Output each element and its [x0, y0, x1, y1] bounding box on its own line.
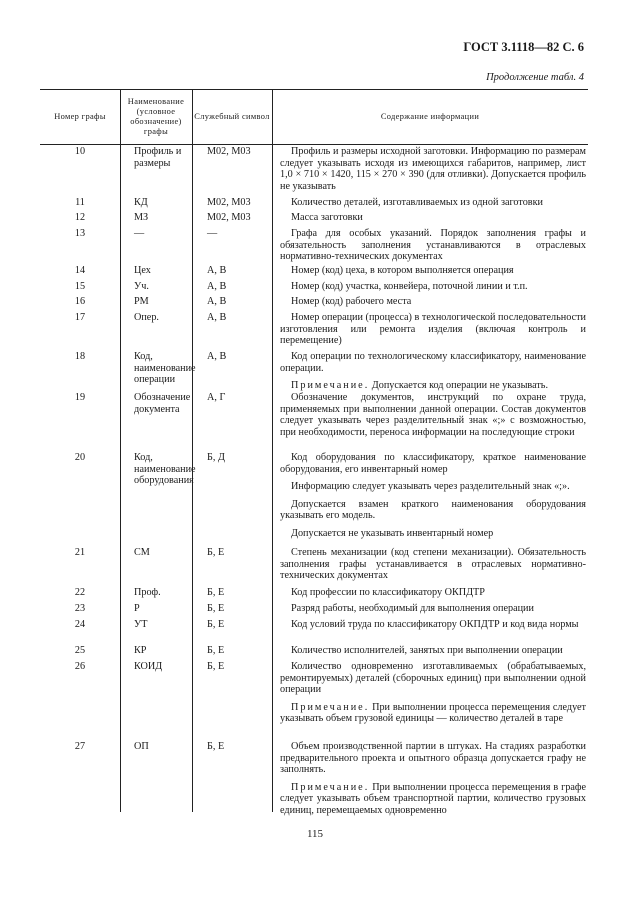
row-content	[280, 452, 586, 540]
row-name: КД	[134, 197, 148, 208]
row-symbol: А, В	[207, 312, 227, 323]
content-paragraph: Информацию следует указывать через разделительный знак «;».	[291, 481, 570, 493]
content-paragraph: Номер (код) рабочего места	[291, 296, 412, 307]
content-paragraph: Разряд работы, необходимый для выполнения операции	[291, 603, 534, 614]
col-header-content: Содержание информации	[380, 111, 480, 121]
row-content	[280, 619, 586, 631]
note-text: При выполнении процесса перемещения следует указывать объем грузовой единицы — количество деталей в таре	[280, 701, 587, 725]
row-content	[280, 212, 586, 224]
column-divider	[272, 89, 273, 812]
row-number: 21	[74, 547, 86, 558]
row-name: ОП	[134, 741, 149, 752]
row-number: 11	[75, 197, 85, 208]
content-note	[280, 380, 586, 392]
row-content	[280, 351, 586, 392]
row-name: Код, наименование оборудования	[134, 452, 196, 487]
row-number: 17	[74, 312, 86, 323]
content-paragraph: Код профессии по классификатору ОКПДТР	[291, 587, 485, 598]
row-number: 12	[74, 212, 86, 223]
note-label: Примечание.	[291, 380, 370, 392]
content-paragraph: Обозначение документов, инструкций по охране труда, применяемых при выполнении данной операции. Состав документов следует указывать через разделительный знак «;» с возможностью, при необходимости, переноса информации на последующие строки	[280, 392, 586, 438]
row-name: Обозначение документа	[134, 392, 191, 415]
content-paragraph: Номер (код) цеха, в котором выполняется операция	[291, 265, 514, 276]
content-paragraph: Количество исполнителей, занятых при выполнении операции	[291, 645, 563, 656]
row-content	[280, 587, 586, 599]
row-number: 23	[74, 603, 86, 614]
row-symbol: М02, М03	[207, 197, 251, 208]
row-content	[280, 312, 586, 347]
row-symbol: Б, Е	[207, 661, 225, 672]
content-paragraph: Профиль и размеры исходной заготовки. Информацию по размерам следует указывать исходя из имеющихся габаритов, например, лист 1,0 × 710 × 1420, 115 × 270 × 390 (для отливки). Допускается профиль не указывать	[280, 146, 586, 192]
row-number: 16	[74, 296, 86, 307]
row-name: Профиль и размеры	[134, 146, 182, 169]
row-symbol: Б, Е	[207, 547, 225, 558]
row-content	[280, 741, 586, 817]
standard-header: ГОСТ 3.1118—82 С. 6	[463, 40, 584, 54]
page-number: 115	[306, 828, 324, 840]
col-header-name: Наименование (условное обозначение) графы	[127, 96, 185, 137]
row-content	[280, 197, 586, 209]
row-content	[280, 265, 586, 277]
row-number: 20	[74, 452, 86, 463]
content-paragraph: Степень механизации (код степени механизации). Обязательность заполнения графы устанавливается в отраслевых нормативно-технических документах	[280, 547, 586, 582]
row-symbol: Б, Е	[207, 603, 225, 614]
content-paragraph: Графа для особых указаний. Порядок заполнения графы и обязательность заполнения устанавливаются в отраслевых нормативно-технических документах	[280, 228, 586, 263]
row-name: КР	[134, 645, 147, 656]
continuation-label: Продолжение табл. 4	[486, 72, 584, 83]
row-content	[280, 603, 586, 615]
row-symbol: А, В	[207, 265, 227, 276]
note-label: Примечание.	[291, 701, 370, 713]
row-name: Проф.	[134, 587, 161, 598]
row-name: Уч.	[134, 281, 149, 292]
row-symbol: Б, Е	[207, 741, 225, 752]
row-number: 24	[74, 619, 86, 630]
row-name: Цех	[134, 265, 151, 276]
row-content	[280, 645, 586, 657]
table-header	[40, 89, 588, 145]
row-name: УТ	[134, 619, 148, 630]
row-content	[280, 281, 586, 293]
row-symbol: —	[207, 228, 218, 239]
row-symbol: М02, М03	[207, 212, 251, 223]
row-number: 25	[74, 645, 86, 656]
content-paragraph: Код условий труда по классификатору ОКПДТР и код вида нормы	[291, 619, 579, 630]
row-name: РМ	[134, 296, 149, 307]
content-paragraph: Код оборудования по классификатору, краткое наименование оборудования, его инвентарный номер	[280, 452, 586, 475]
content-note	[280, 702, 586, 725]
row-number: 22	[74, 587, 86, 598]
col-header-symbol: Служебный символ	[194, 111, 270, 121]
row-name: Опер.	[134, 312, 159, 323]
row-symbol: Б, Е	[207, 645, 225, 656]
column-divider	[120, 89, 121, 812]
row-name: МЗ	[134, 212, 149, 223]
row-content	[280, 146, 586, 192]
row-number: 19	[74, 392, 86, 403]
column-divider	[192, 89, 193, 812]
note-text: При выполнении процесса перемещения в графе следует указывать объем транспортной партии, количество грузовых единиц, перемещаемых одновременно	[280, 781, 587, 816]
row-symbol: А, Г	[207, 392, 226, 403]
row-number: 27	[74, 741, 86, 752]
content-paragraph: Количество деталей, изготавливаемых из одной заготовки	[291, 197, 544, 208]
row-symbol: А, В	[207, 351, 227, 362]
row-number: 10	[74, 146, 86, 157]
row-name: —	[134, 228, 145, 239]
row-symbol: Б, Е	[207, 587, 225, 598]
row-content	[280, 228, 586, 263]
content-note	[280, 782, 586, 817]
row-symbol: М02, М03	[207, 146, 251, 157]
row-content	[280, 661, 586, 725]
row-symbol: Б, Е	[207, 619, 225, 630]
row-name: Р	[134, 603, 140, 614]
content-paragraph: Код операции по технологическому классификатору, наименование операции.	[280, 351, 586, 374]
row-name: КОИД	[134, 661, 163, 672]
row-number: 26	[74, 661, 86, 672]
row-name: СМ	[134, 547, 150, 558]
content-paragraph: Номер операции (процесса) в технологической последовательности изготовления или ремонта изделия (включая контроль и перемещение)	[280, 312, 586, 347]
row-number: 13	[74, 228, 86, 239]
row-name: Код, наименование операции	[134, 351, 196, 386]
note-label: Примечание.	[291, 781, 370, 793]
row-number: 14	[74, 265, 86, 276]
info-table	[40, 89, 588, 145]
content-paragraph: Номер (код) участка, конвейера, поточной линии и т.п.	[291, 281, 528, 292]
row-number: 15	[74, 281, 86, 292]
row-symbol: А, В	[207, 296, 227, 307]
row-symbol: Б, Д	[207, 452, 225, 463]
content-paragraph: Масса заготовки	[291, 212, 363, 223]
row-symbol: А, В	[207, 281, 227, 292]
col-header-number: Номер графы	[54, 111, 106, 121]
content-paragraph: Количество одновременно изготавливаемых (обрабатываемых, ремонтируемых) деталей (сборочных единиц) при выполнении одной операции	[280, 661, 586, 696]
content-paragraph: Объем производственной партии в штуках. На стадиях разработки предварительного проекта и опытного образца допускается графу не заполнять.	[280, 741, 586, 776]
content-paragraph: Допускается не указывать инвентарный номер	[291, 527, 494, 539]
row-number: 18	[74, 351, 86, 362]
row-content	[280, 547, 586, 582]
row-content	[280, 296, 586, 308]
row-content	[280, 392, 586, 438]
content-paragraph: Допускается взамен краткого наименования оборудования указывать его модель.	[280, 498, 586, 522]
note-text: Допускается код операции не указывать.	[371, 380, 549, 392]
